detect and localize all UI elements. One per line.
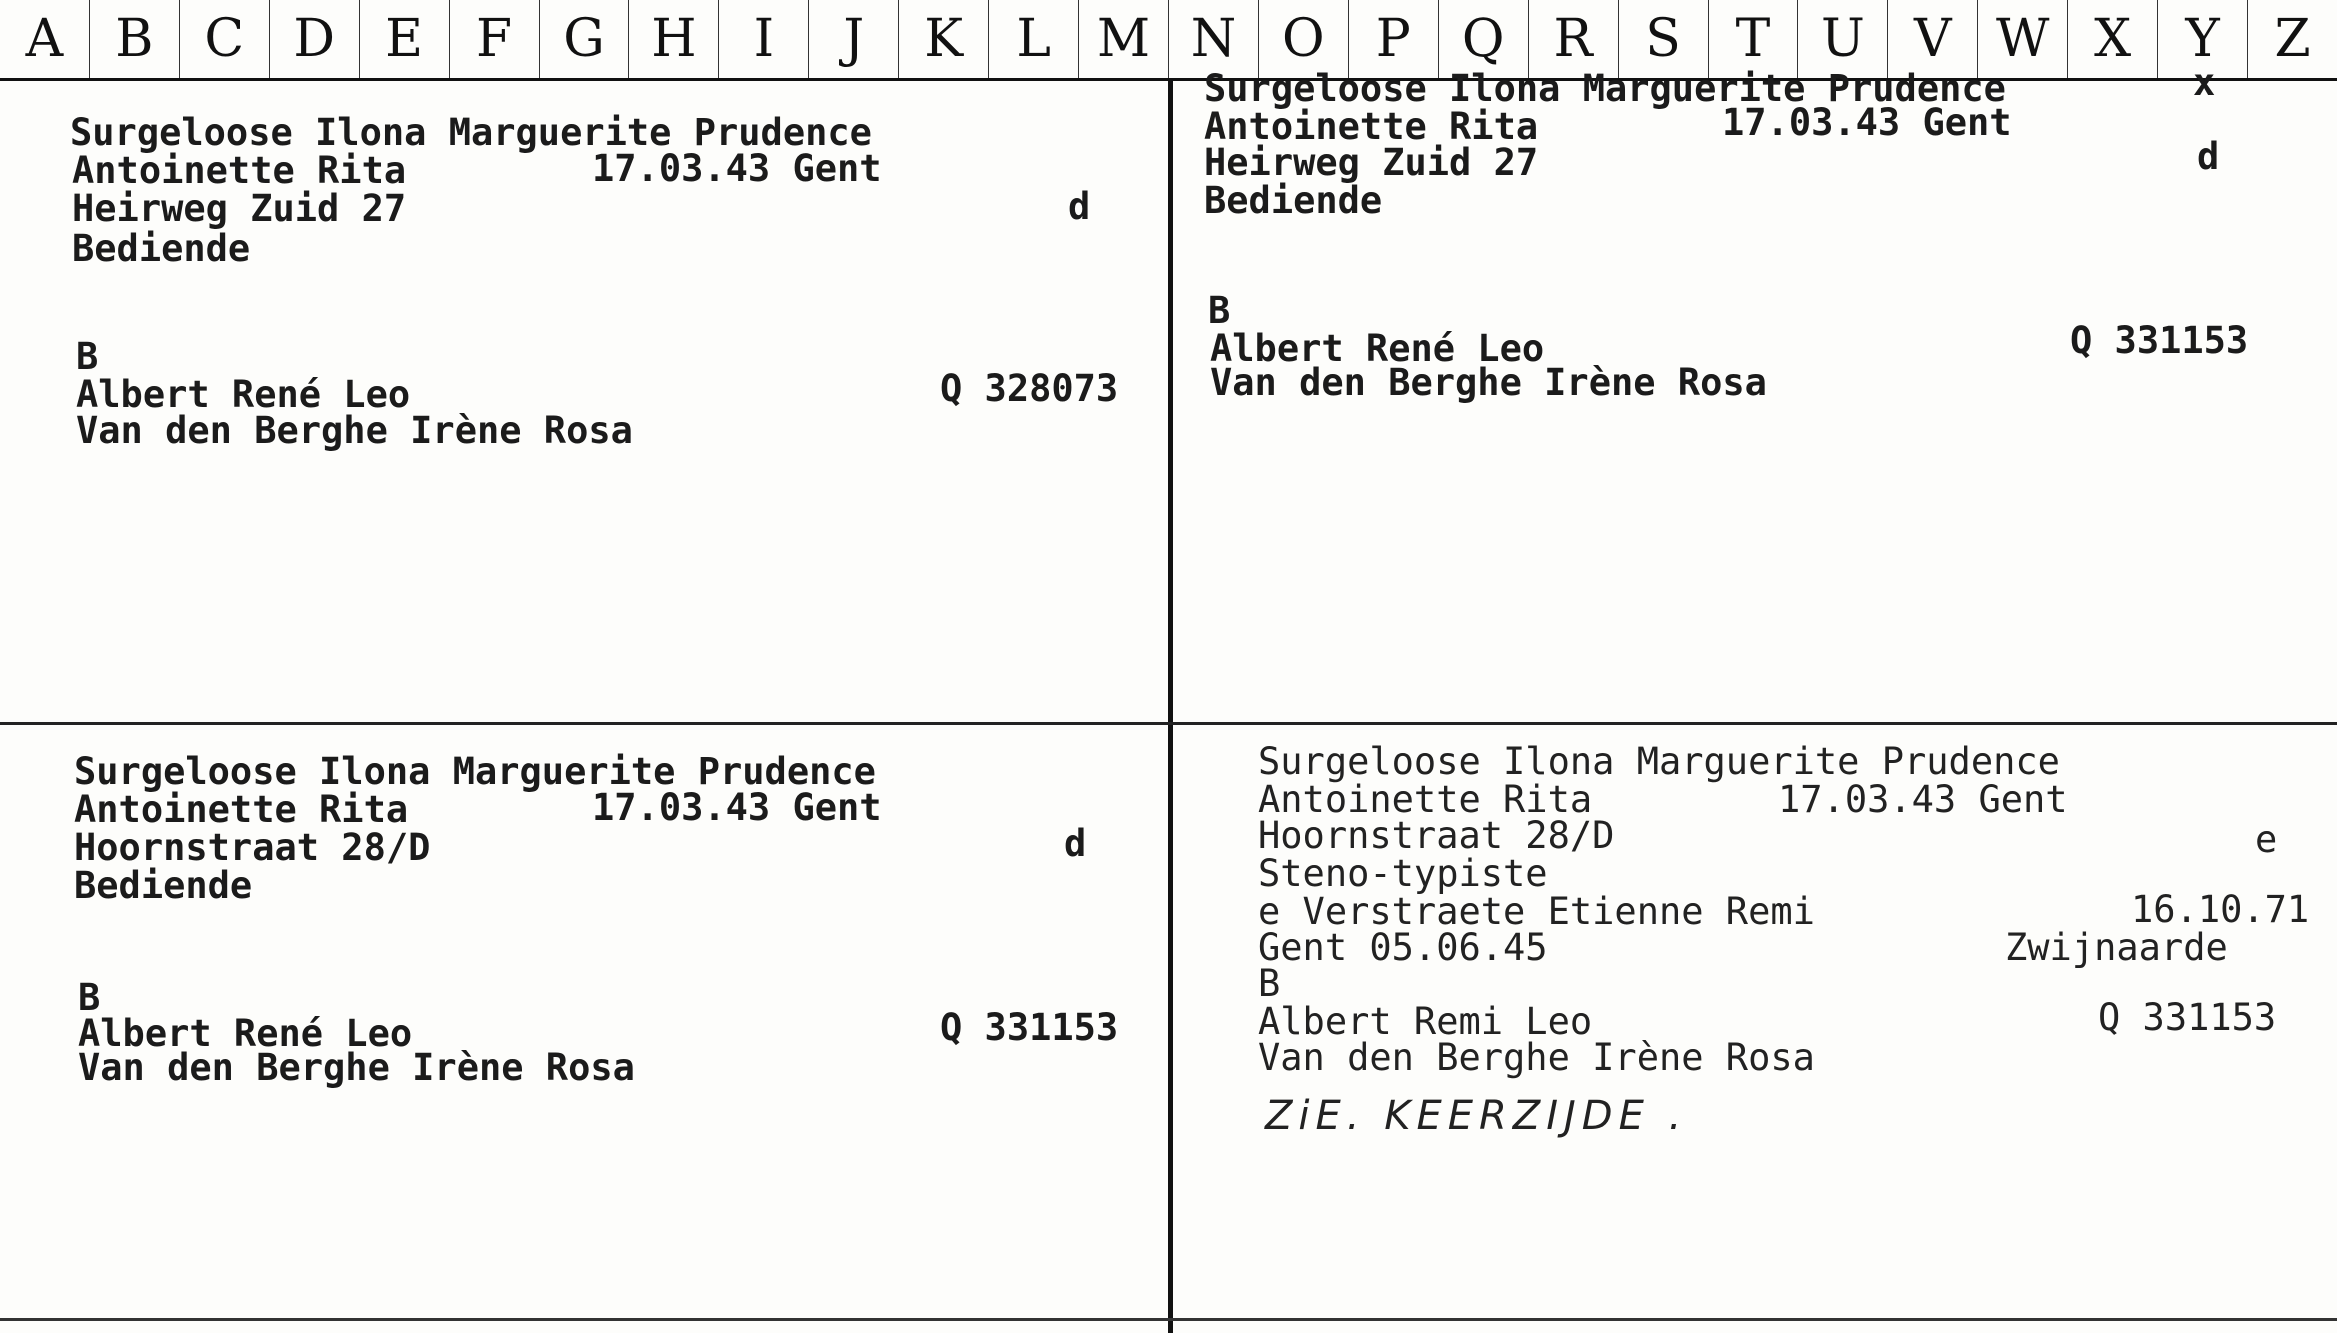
card-section: B bbox=[1258, 962, 1281, 1005]
record-card-bottom-right bbox=[1173, 725, 2337, 1318]
card-mother: Van den Berghe Irène Rosa bbox=[1210, 361, 1767, 404]
card-status: d bbox=[1068, 185, 1091, 228]
index-letter: R bbox=[1528, 0, 1618, 78]
index-letter: X bbox=[2067, 0, 2157, 78]
index-letter: E bbox=[359, 0, 449, 78]
card-mother: Van den Berghe Irène Rosa bbox=[76, 409, 633, 452]
card-section: B bbox=[78, 976, 101, 1019]
index-letter: T bbox=[1708, 0, 1798, 78]
card-code: Q 331153 bbox=[2070, 319, 2249, 362]
index-letter: P bbox=[1348, 0, 1438, 78]
card-spouse-birth: Gent 05.06.45 bbox=[1258, 926, 1548, 969]
card-father: Albert René Leo bbox=[1210, 327, 1545, 370]
card-status: d bbox=[2197, 135, 2220, 178]
index-letter: Z bbox=[2247, 0, 2337, 78]
index-letter: H bbox=[628, 0, 718, 78]
card-name: Surgeloose Ilona Marguerite Prudence bbox=[1204, 67, 2006, 110]
card-status: d bbox=[1064, 822, 1087, 865]
card-given-names: Antoinette Rita bbox=[72, 149, 407, 192]
index-letter: Q bbox=[1438, 0, 1528, 78]
card-occupation: Bediende bbox=[1204, 179, 1383, 222]
record-card-bottom-left bbox=[0, 725, 1168, 1318]
index-letter: U bbox=[1797, 0, 1887, 78]
index-letter: O bbox=[1258, 0, 1348, 78]
index-letter: F bbox=[449, 0, 539, 78]
index-letter: G bbox=[539, 0, 629, 78]
card-father: Albert René Leo bbox=[78, 1012, 413, 1055]
index-letter: K bbox=[898, 0, 988, 78]
card-mother: Van den Berghe Irène Rosa bbox=[1258, 1036, 1815, 1079]
index-letter: S bbox=[1618, 0, 1708, 78]
card-name: Surgeloose Ilona Marguerite Prudence bbox=[1258, 740, 2060, 783]
card-code: Q 331153 bbox=[940, 1006, 1119, 1049]
index-letter: J bbox=[808, 0, 898, 78]
handwritten-note: ZiE. KEERZIJDE . bbox=[1265, 1093, 1688, 1139]
card-status: e bbox=[2255, 818, 2278, 861]
card-address: Hoornstraat 28/D bbox=[1258, 814, 1615, 857]
card-occupation: Steno-typiste bbox=[1258, 852, 1548, 895]
card-address: Hoornstraat 28/D bbox=[74, 826, 431, 869]
card-father: Albert Remi Leo bbox=[1258, 1000, 1593, 1043]
card-father: Albert René Leo bbox=[76, 373, 411, 416]
card-code: Q 331153 bbox=[2098, 996, 2277, 1039]
card-given-names: Antoinette Rita bbox=[1258, 778, 1593, 821]
record-card-top-left bbox=[0, 78, 1168, 722]
record-card-top-right bbox=[1173, 61, 2337, 722]
card-mother: Van den Berghe Irène Rosa bbox=[78, 1046, 635, 1089]
index-letter: M bbox=[1078, 0, 1168, 78]
card-occupation: Bediende bbox=[74, 864, 253, 907]
bottom-edge-line bbox=[0, 1318, 2337, 1321]
index-letter: L bbox=[988, 0, 1078, 78]
card-marriage-date: 16.10.71 bbox=[2131, 888, 2310, 931]
index-letter: C bbox=[179, 0, 269, 78]
card-code: Q 328073 bbox=[940, 367, 1119, 410]
index-letter: B bbox=[89, 0, 179, 78]
card-given-names: Antoinette Rita bbox=[1204, 105, 1539, 148]
card-mark: x bbox=[2193, 61, 2216, 104]
index-letter: D bbox=[269, 0, 359, 78]
index-letter: W bbox=[1977, 0, 2067, 78]
index-letter: V bbox=[1887, 0, 1977, 78]
card-marriage-place: Zwijnaarde bbox=[2005, 926, 2228, 969]
card-section: B bbox=[76, 335, 99, 378]
index-letter: Y bbox=[2157, 0, 2247, 78]
index-letter: I bbox=[718, 0, 808, 78]
card-address: Heirweg Zuid 27 bbox=[1204, 141, 1539, 184]
card-name: Surgeloose Ilona Marguerite Prudence bbox=[70, 111, 872, 154]
index-letter: N bbox=[1168, 0, 1258, 78]
card-address: Heirweg Zuid 27 bbox=[72, 187, 407, 230]
card-birth: 17.03.43 Gent bbox=[1722, 101, 2012, 144]
card-birth: 17.03.43 Gent bbox=[592, 786, 882, 829]
index-letter: A bbox=[25, 9, 64, 69]
card-occupation: Bediende bbox=[72, 227, 251, 270]
card-spouse: e Verstraete Etienne Remi bbox=[1258, 890, 1815, 933]
card-given-names: Antoinette Rita bbox=[74, 788, 409, 831]
card-section: B bbox=[1208, 289, 1231, 332]
card-birth: 17.03.43 Gent bbox=[1778, 778, 2068, 821]
card-birth: 17.03.43 Gent bbox=[592, 147, 882, 190]
card-name: Surgeloose Ilona Marguerite Prudence bbox=[74, 750, 876, 793]
